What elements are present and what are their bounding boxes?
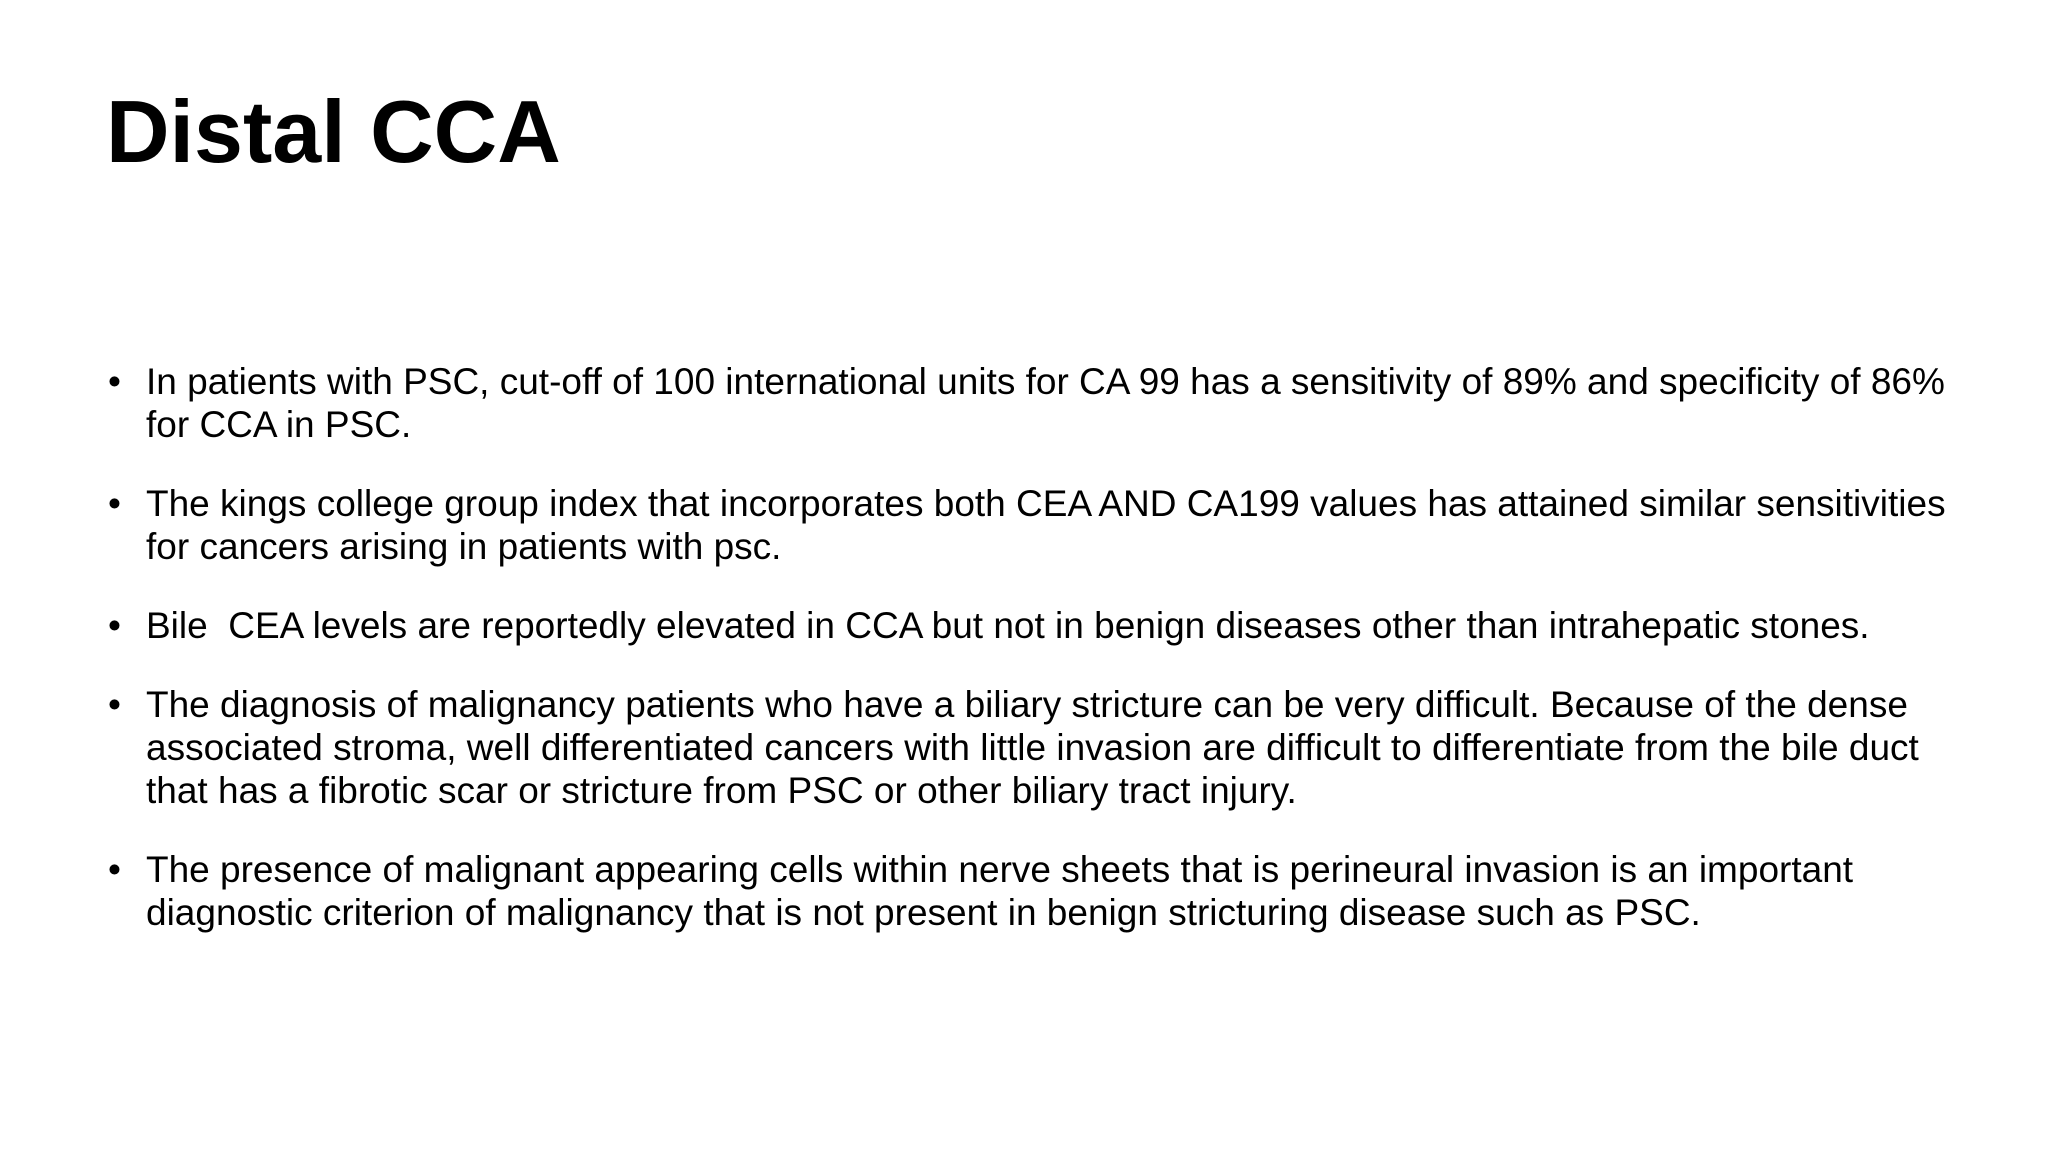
bullet-dot-icon: • [108, 605, 121, 646]
bullet-item [106, 848, 1986, 934]
bullet-dot-icon: • [108, 849, 121, 890]
slide-title: Distal CCA [106, 82, 561, 181]
bullet-item [106, 360, 1986, 446]
bullet-item [106, 604, 1986, 647]
bullet-dot-icon: • [108, 483, 121, 524]
bullet-text: The kings college group index that incorporates both CEA AND CA199 values has attained similar sensitivities for cancers arising in patients with psc. [146, 483, 1946, 567]
bullet-text: The presence of malignant appearing cells within nerve sheets that is perineural invasion is an important diagnostic criterion of malignancy that is not present in benign stricturing disease such as PSC. [146, 849, 1854, 933]
bullet-dot-icon: • [108, 361, 121, 402]
bullet-list [106, 360, 1986, 970]
bullet-text: Bile CEA levels are reportedly elevated in CCA but not in benign diseases other than intrahepatic stones. [146, 605, 1870, 646]
bullet-text: In patients with PSC, cut-off of 100 international units for CA 99 has a sensitivity of 89% and specificity of 86% for CCA in PSC. [146, 361, 1945, 445]
bullet-item [106, 683, 1986, 812]
bullet-item [106, 482, 1986, 568]
bullet-dot-icon: • [108, 684, 121, 725]
bullet-text: The diagnosis of malignancy patients who have a biliary stricture can be very difficult. Because of the dense associated stroma, well differentiated cancers with little invasion are difficult to differentiate from the bile duct that has a fibrotic scar or stricture from PSC or other biliary tract injury. [146, 684, 1919, 811]
